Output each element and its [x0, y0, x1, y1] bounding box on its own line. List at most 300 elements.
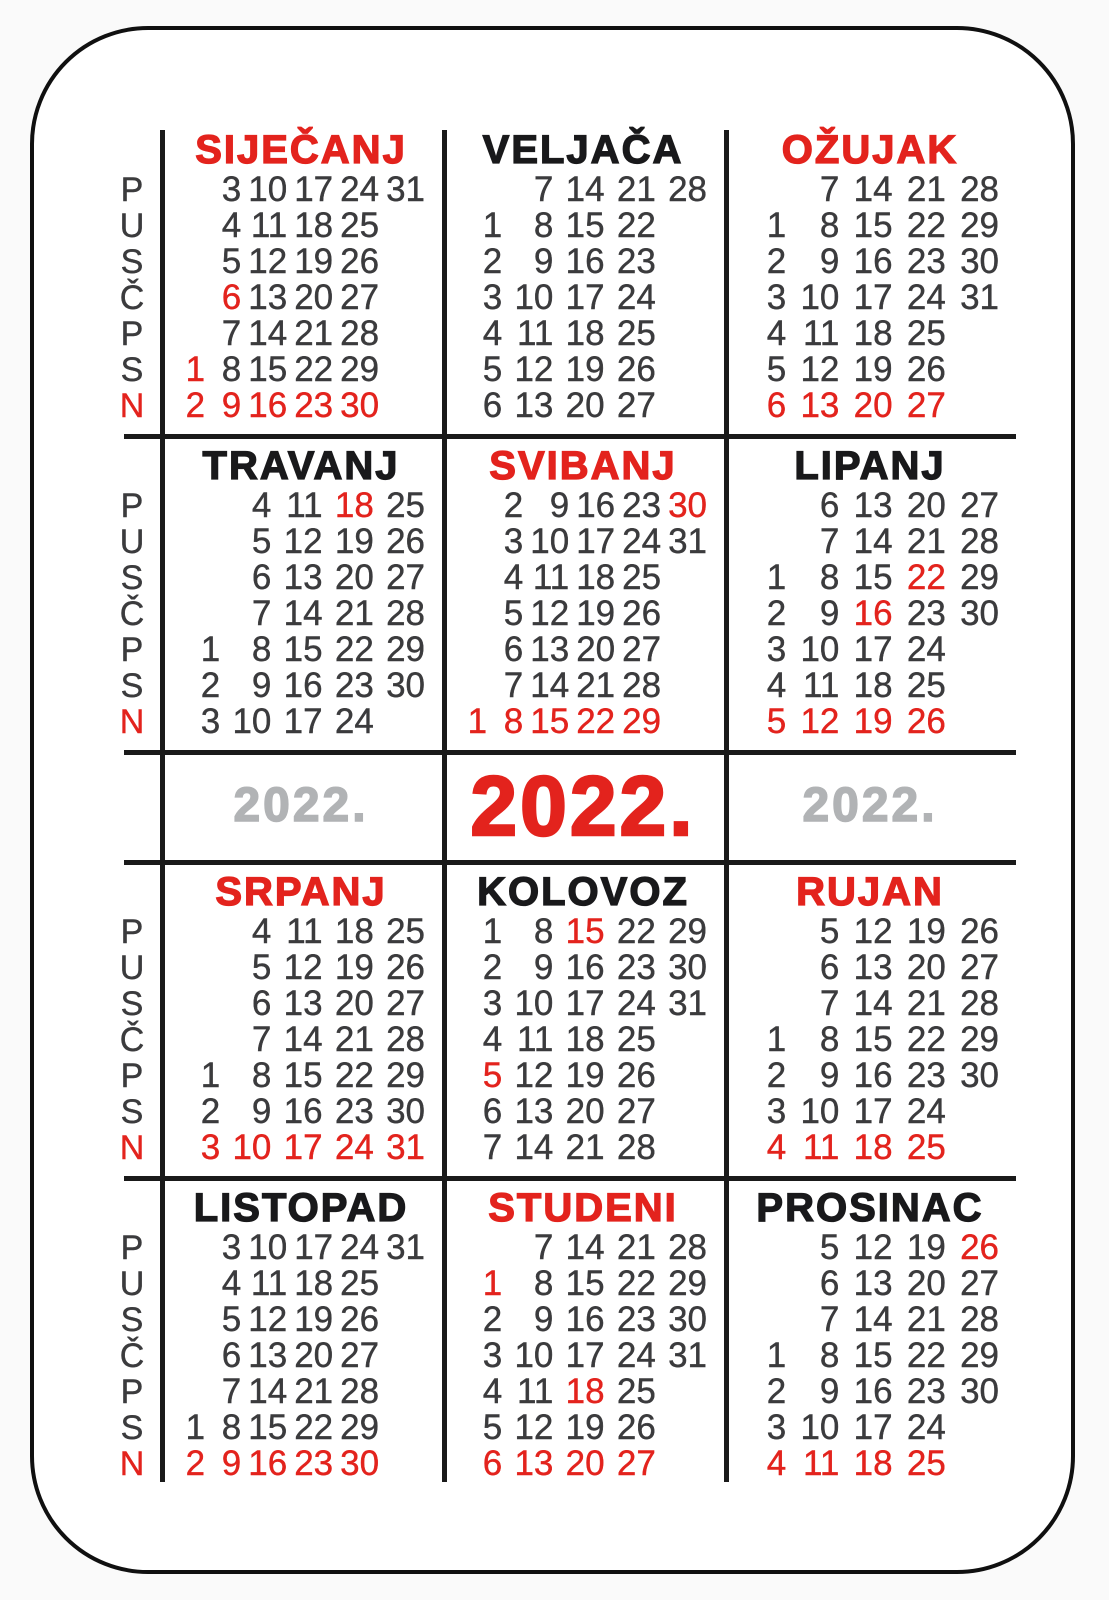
day-label: P: [120, 1057, 144, 1095]
horizontal-divider: [104, 424, 1016, 446]
day-number: 26: [340, 242, 380, 281]
empty-day-cell: [668, 704, 714, 740]
day-number: 10: [800, 1092, 840, 1131]
divider-line: [124, 1176, 1016, 1181]
day-number: 30: [386, 1092, 425, 1131]
empty-day-cell: [386, 1266, 432, 1302]
day-number: 3: [766, 630, 787, 669]
day-number: 10: [800, 630, 840, 669]
empty-day-cell: [458, 1230, 509, 1266]
day-label-column: [104, 130, 160, 424]
empty-day-cell: [176, 1022, 227, 1058]
month-day-grid: [442, 172, 724, 424]
day-number: 8: [251, 1056, 272, 1095]
empty-day-cell: [176, 172, 212, 208]
day-number: 2: [482, 242, 503, 281]
month-block: [442, 446, 724, 740]
empty-day-cell: [663, 1130, 714, 1166]
day-number: 23: [906, 1372, 946, 1411]
day-number: 9: [251, 666, 272, 705]
day-number: 23: [334, 1092, 374, 1131]
day-number: 18: [576, 558, 616, 597]
day-number: 2: [482, 948, 503, 987]
day-number: 26: [386, 522, 425, 561]
day-label: U: [119, 207, 145, 245]
day-number: 14: [530, 666, 570, 705]
empty-day-cell: [381, 704, 432, 740]
day-number: 26: [616, 350, 656, 389]
day-number: 8: [221, 350, 242, 389]
divider-line: [124, 434, 1016, 439]
day-number: 11: [803, 666, 840, 705]
day-number: 17: [283, 702, 323, 741]
day-number: 6: [482, 386, 503, 425]
month-block: [160, 446, 442, 740]
day-number: 25: [616, 314, 656, 353]
day-number: 9: [819, 242, 840, 281]
divider-line: [124, 750, 1016, 755]
empty-day-cell: [740, 950, 793, 986]
day-number: 11: [517, 314, 554, 353]
day-number: 21: [906, 984, 946, 1023]
day-number: 4: [221, 1264, 242, 1303]
day-number: 19: [334, 948, 374, 987]
day-number: 14: [283, 594, 323, 633]
day-number: 7: [533, 170, 554, 209]
day-number: 20: [334, 984, 374, 1023]
day-number: 11: [532, 558, 570, 597]
day-number: 9: [819, 1056, 840, 1095]
day-number: 4: [482, 1372, 503, 1411]
day-number: 24: [616, 278, 656, 317]
day-number: 10: [232, 1128, 272, 1167]
day-number: 20: [294, 1336, 334, 1375]
day-number: 7: [251, 594, 272, 633]
day-number: 1: [766, 1020, 787, 1059]
empty-day-cell: [953, 668, 1006, 704]
day-label: S: [120, 351, 144, 389]
day-number: 9: [819, 594, 840, 633]
day-number: 9: [533, 948, 554, 987]
day-number: 5: [819, 1228, 840, 1267]
day-number: 1: [482, 1264, 503, 1303]
day-number: 11: [286, 486, 323, 525]
day-label: P: [120, 315, 144, 353]
month-block: [442, 130, 724, 424]
empty-day-cell: [176, 560, 227, 596]
day-number: 6: [251, 558, 272, 597]
day-number: 7: [221, 314, 242, 353]
month-block: [724, 1188, 1016, 1482]
day-number: 5: [251, 522, 272, 561]
day-number: 18: [853, 1128, 893, 1167]
day-number: 23: [616, 242, 656, 281]
empty-day-cell: [458, 172, 509, 208]
vertical-rule-1: [160, 130, 165, 1482]
day-number: 5: [482, 1056, 503, 1095]
month-day-grid: [160, 914, 442, 1166]
day-number: 19: [906, 1228, 946, 1267]
day-number: 26: [960, 912, 999, 951]
day-number: 4: [766, 666, 787, 705]
empty-day-cell: [740, 1302, 793, 1338]
day-number: 31: [668, 522, 707, 561]
day-number: 18: [334, 912, 374, 951]
day-number: 5: [503, 594, 524, 633]
day-number: 11: [803, 1444, 840, 1483]
day-number: 8: [251, 630, 272, 669]
day-number: 2: [766, 242, 787, 281]
empty-day-cell: [176, 1302, 212, 1338]
day-number: 24: [340, 170, 380, 209]
day-number: 20: [576, 630, 616, 669]
day-number: 19: [576, 594, 616, 633]
day-number: 5: [482, 350, 503, 389]
day-number: 22: [906, 558, 946, 597]
month-day-grid: [160, 172, 442, 424]
month-block: [160, 1188, 442, 1482]
day-number: 16: [248, 1444, 288, 1483]
day-label-column: [104, 872, 160, 1166]
day-number: 29: [340, 1408, 380, 1447]
month-title: STUDENI: [488, 1186, 678, 1230]
day-number: 6: [819, 1264, 840, 1303]
day-number: 13: [514, 386, 554, 425]
day-number: 12: [283, 948, 323, 987]
day-label: P: [120, 1229, 144, 1267]
day-number: 26: [616, 1408, 656, 1447]
day-number: 28: [622, 666, 662, 705]
day-number: 8: [819, 1020, 840, 1059]
day-number: 24: [906, 1092, 946, 1131]
day-number: 30: [340, 1444, 380, 1483]
empty-day-cell: [953, 388, 1006, 424]
day-number: 6: [503, 630, 524, 669]
day-number: 20: [294, 278, 334, 317]
empty-day-cell: [663, 1446, 714, 1482]
day-number: 29: [960, 1020, 999, 1059]
day-number: 22: [906, 1336, 946, 1375]
day-number: 4: [482, 314, 503, 353]
day-number: 14: [514, 1128, 554, 1167]
day-number: 12: [530, 594, 570, 633]
day-label: N: [119, 387, 145, 425]
day-number: 2: [185, 1444, 206, 1483]
day-number: 28: [340, 314, 380, 353]
day-number: 19: [853, 702, 893, 741]
day-number: 7: [482, 1128, 503, 1167]
day-number: 27: [622, 630, 662, 669]
empty-day-cell: [176, 280, 212, 316]
day-number: 12: [853, 1228, 893, 1267]
day-number: 27: [616, 1092, 656, 1131]
day-number: 5: [482, 1408, 503, 1447]
day-number: 29: [668, 912, 707, 951]
day-number: 8: [819, 558, 840, 597]
day-number: 25: [622, 558, 662, 597]
day-number: 18: [334, 486, 374, 525]
day-number: 27: [340, 1336, 380, 1375]
day-number: 23: [906, 594, 946, 633]
day-label: S: [120, 1301, 144, 1339]
day-number: 11: [517, 1372, 554, 1411]
year-row-spacer: [104, 762, 160, 850]
day-number: 2: [766, 1372, 787, 1411]
day-label: Č: [119, 1021, 145, 1059]
day-label: Č: [119, 279, 145, 317]
day-number: 2: [185, 386, 206, 425]
day-number: 30: [668, 948, 707, 987]
day-number: 6: [482, 1092, 503, 1131]
empty-day-cell: [953, 352, 1006, 388]
day-number: 24: [906, 1408, 946, 1447]
day-number: 31: [386, 170, 425, 209]
month-day-grid: [442, 1230, 724, 1482]
day-number: 7: [221, 1372, 242, 1411]
day-number: 17: [853, 1092, 893, 1131]
day-number: 30: [960, 242, 999, 281]
year-center: 2022.: [470, 759, 696, 853]
day-number: 5: [766, 702, 787, 741]
horizontal-divider: [104, 740, 1016, 762]
day-number: 14: [565, 170, 605, 209]
day-number: 8: [819, 1336, 840, 1375]
day-number: 18: [294, 1264, 334, 1303]
day-number: 13: [248, 278, 288, 317]
day-number: 15: [853, 206, 893, 245]
empty-day-cell: [176, 950, 227, 986]
day-number: 30: [960, 1056, 999, 1095]
day-number: 8: [819, 206, 840, 245]
day-number: 30: [386, 666, 425, 705]
day-number: 23: [906, 242, 946, 281]
day-number: 9: [221, 1444, 242, 1483]
month-title: VELJAČA: [482, 128, 684, 172]
day-number: 5: [221, 242, 242, 281]
day-number: 19: [565, 1408, 605, 1447]
day-number: 29: [340, 350, 380, 389]
day-number: 3: [482, 1336, 503, 1375]
day-number: 6: [766, 386, 787, 425]
day-number: 14: [853, 170, 893, 209]
day-number: 13: [514, 1444, 554, 1483]
month-day-grid: [724, 488, 1016, 740]
month-day-grid: [724, 172, 1016, 424]
day-number: 12: [853, 912, 893, 951]
day-number: 13: [530, 630, 570, 669]
month-block: [160, 130, 442, 424]
day-number: 1: [200, 1056, 221, 1095]
day-number: 23: [906, 1056, 946, 1095]
day-number: 10: [248, 1228, 288, 1267]
month-title: KOLOVOZ: [477, 870, 689, 914]
day-number: 14: [565, 1228, 605, 1267]
month-band-4: [104, 1188, 1016, 1482]
empty-day-cell: [663, 244, 714, 280]
day-number: 6: [221, 1336, 242, 1375]
day-number: 26: [906, 350, 946, 389]
day-label-column: [104, 1188, 160, 1482]
empty-day-cell: [176, 488, 227, 524]
day-number: 9: [533, 242, 554, 281]
day-number: 10: [800, 278, 840, 317]
empty-day-cell: [386, 1446, 432, 1482]
day-number: 22: [616, 206, 656, 245]
day-number: 13: [514, 1092, 554, 1131]
day-number: 21: [616, 1228, 656, 1267]
month-block: [724, 446, 1016, 740]
day-number: 16: [283, 666, 323, 705]
day-number: 11: [250, 206, 288, 245]
empty-day-cell: [386, 1302, 432, 1338]
day-number: 31: [668, 984, 707, 1023]
day-number: 5: [221, 1300, 242, 1339]
day-number: 3: [766, 1092, 787, 1131]
day-number: 6: [819, 948, 840, 987]
day-number: 26: [386, 948, 425, 987]
day-number: 1: [766, 1336, 787, 1375]
empty-day-cell: [953, 704, 1006, 740]
day-number: 7: [503, 666, 524, 705]
empty-day-cell: [176, 524, 227, 560]
day-number: 4: [766, 314, 787, 353]
vertical-rule-2: [442, 130, 447, 1482]
day-number: 16: [576, 486, 616, 525]
day-number: 4: [503, 558, 524, 597]
day-number: 21: [294, 1372, 334, 1411]
day-number: 16: [565, 242, 605, 281]
day-number: 27: [386, 984, 425, 1023]
day-number: 18: [853, 1444, 893, 1483]
day-number: 3: [482, 278, 503, 317]
day-number: 15: [283, 630, 323, 669]
day-number: 17: [294, 170, 334, 209]
day-number: 28: [960, 1300, 999, 1339]
day-number: 6: [482, 1444, 503, 1483]
day-number: 14: [853, 1300, 893, 1339]
day-number: 28: [960, 522, 999, 561]
day-label: N: [119, 703, 145, 741]
day-label: U: [119, 949, 145, 987]
day-number: 1: [482, 206, 503, 245]
day-number: 23: [616, 948, 656, 987]
empty-day-cell: [663, 280, 714, 316]
day-number: 8: [533, 1264, 554, 1303]
day-number: 20: [853, 386, 893, 425]
month-title: PROSINAC: [756, 1186, 984, 1230]
empty-day-cell: [663, 1058, 714, 1094]
empty-day-cell: [386, 1338, 432, 1374]
day-number: 7: [533, 1228, 554, 1267]
month-block: [442, 872, 724, 1166]
empty-day-cell: [176, 986, 227, 1022]
day-number: 11: [803, 314, 840, 353]
year-row: [104, 759, 1016, 853]
day-number: 18: [853, 314, 893, 353]
day-number: 5: [766, 350, 787, 389]
day-number: 10: [514, 278, 554, 317]
empty-day-cell: [663, 208, 714, 244]
month-title: LISTOPAD: [193, 1186, 409, 1230]
day-label: S: [120, 1093, 144, 1131]
empty-day-cell: [668, 560, 714, 596]
day-number: 16: [248, 386, 288, 425]
empty-day-cell: [740, 172, 793, 208]
day-number: 13: [853, 948, 893, 987]
day-number: 20: [565, 1444, 605, 1483]
empty-day-cell: [953, 1130, 1006, 1166]
day-number: 26: [622, 594, 662, 633]
day-number: 27: [960, 486, 999, 525]
day-number: 21: [906, 170, 946, 209]
day-label: N: [119, 1445, 145, 1483]
empty-day-cell: [663, 352, 714, 388]
day-number: 24: [340, 1228, 380, 1267]
day-number: 2: [482, 1300, 503, 1339]
day-number: 19: [906, 912, 946, 951]
day-number: 13: [853, 486, 893, 525]
day-number: 8: [533, 912, 554, 951]
day-number: 12: [514, 1408, 554, 1447]
day-label: P: [120, 487, 144, 525]
day-number: 28: [386, 594, 425, 633]
empty-day-cell: [386, 1410, 432, 1446]
day-number: 25: [906, 1444, 946, 1483]
day-number: 16: [853, 1056, 893, 1095]
day-number: 16: [853, 594, 893, 633]
day-number: 8: [503, 702, 524, 741]
month-title: SIJEČANJ: [195, 128, 407, 172]
day-number: 13: [248, 1336, 288, 1375]
day-number: 28: [960, 984, 999, 1023]
empty-day-cell: [953, 1410, 1006, 1446]
month-title: OŽUJAK: [781, 128, 959, 172]
day-number: 29: [960, 558, 999, 597]
day-number: 4: [482, 1020, 503, 1059]
divider-line: [124, 860, 1016, 865]
day-number: 20: [906, 486, 946, 525]
day-number: 25: [906, 1128, 946, 1167]
day-label: S: [120, 667, 144, 705]
day-number: 2: [200, 1092, 221, 1131]
empty-day-cell: [663, 388, 714, 424]
empty-day-cell: [176, 316, 212, 352]
day-number: 28: [386, 1020, 425, 1059]
day-number: 24: [334, 702, 374, 741]
calendar-grid: [104, 130, 1016, 1482]
day-number: 17: [565, 984, 605, 1023]
day-number: 29: [386, 630, 425, 669]
day-number: 13: [800, 386, 840, 425]
day-number: 18: [294, 206, 334, 245]
day-number: 21: [906, 1300, 946, 1339]
day-number: 15: [248, 1408, 288, 1447]
day-number: 15: [530, 702, 570, 741]
day-label: P: [120, 631, 144, 669]
month-title: LIPANJ: [794, 444, 946, 488]
month-day-grid: [160, 488, 442, 740]
empty-day-cell: [953, 1094, 1006, 1130]
empty-day-cell: [953, 316, 1006, 352]
day-number: 21: [906, 522, 946, 561]
day-number: 28: [616, 1128, 656, 1167]
day-label: P: [120, 171, 144, 209]
day-label: Č: [119, 595, 145, 633]
day-number: 3: [766, 1408, 787, 1447]
day-number: 17: [576, 522, 616, 561]
day-number: 19: [565, 350, 605, 389]
day-number: 5: [251, 948, 272, 987]
